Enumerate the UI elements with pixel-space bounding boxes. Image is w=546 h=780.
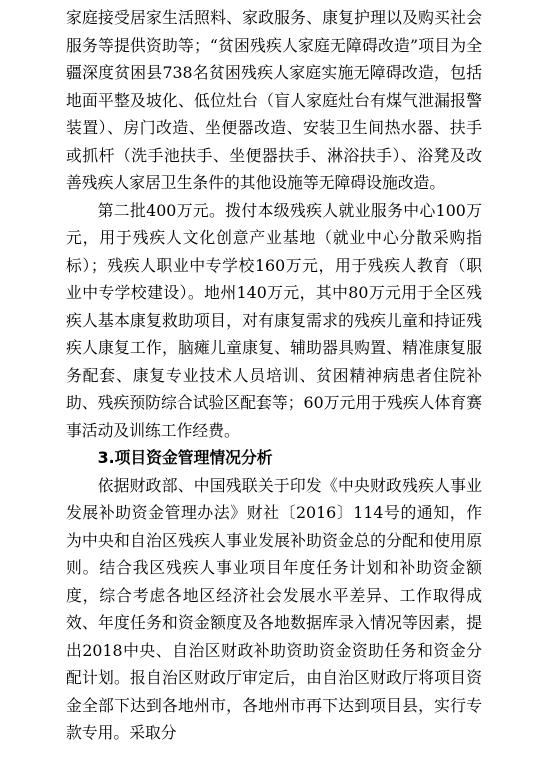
- section-heading: 3.项目资金管理情况分析: [97, 448, 273, 467]
- body-paragraph: 家庭接受居家生活照料、家政服务、康复护理以及购买社会服务等提供资助等；“贫困残疾人家庭无障碍改造”项目为全疆深度贫困县738名贫困残疾人家庭实施无障碍改造，包括地面平整及坡化、低位灶台（盲人家庭灶台有煤气泄漏报警装置）、房门改造、坐便器改造、安装卫生间热水器、扶手或抓杆（洗手池扶手、坐便器扶手、淋浴扶手）、浴凳及改善残疾人家居卫生条件的其他设施等无障碍设施改造。: [66, 8, 482, 192]
- document-page: [66, 4, 482, 747]
- body-paragraph: 依据财政部、中国残联关于印发《中央财政残疾人事业发展补助资金管理办法》财社〔2016〕114号的通知，作为中央和自治区残疾人事业发展补助资金总的分配和使用原则。结合我区残疾人事业项目年度任务计划和补助资金额度，综合考虑各地区经济社会发展水平差异、工作取得成效、年度任务和资金额度及各地数据库录入情况等因素，提出2018中央、自治区财政补助资助资金资助任务和资金分配计划。报自治区财政厅审定后，由自治区财政厅将项目资金全部下达到各地州市，各地州市再下达到项目县，实行专款专用。采取分: [66, 475, 482, 742]
- body-paragraph: 第二批400万元。拨付本级残疾人就业服务中心100万元，用于残疾人文化创意产业基地（就业中心分散采购指标）；残疾人职业中专学校160万元，用于残疾人教育（职业中专学校建设）。地州140万元，其中80万元用于全区残疾人基本康复救助项目，对有康复需求的残疾儿童和持证残疾人康复工作，脑瘫儿童康复、辅助器具购置、精准康复服务配套、康复专业技术人员培训、贫困精神病患者住院补助、残疾预防综合试验区配套等；60万元用于残疾人体育赛事活动及训练工作经费。: [66, 200, 482, 440]
